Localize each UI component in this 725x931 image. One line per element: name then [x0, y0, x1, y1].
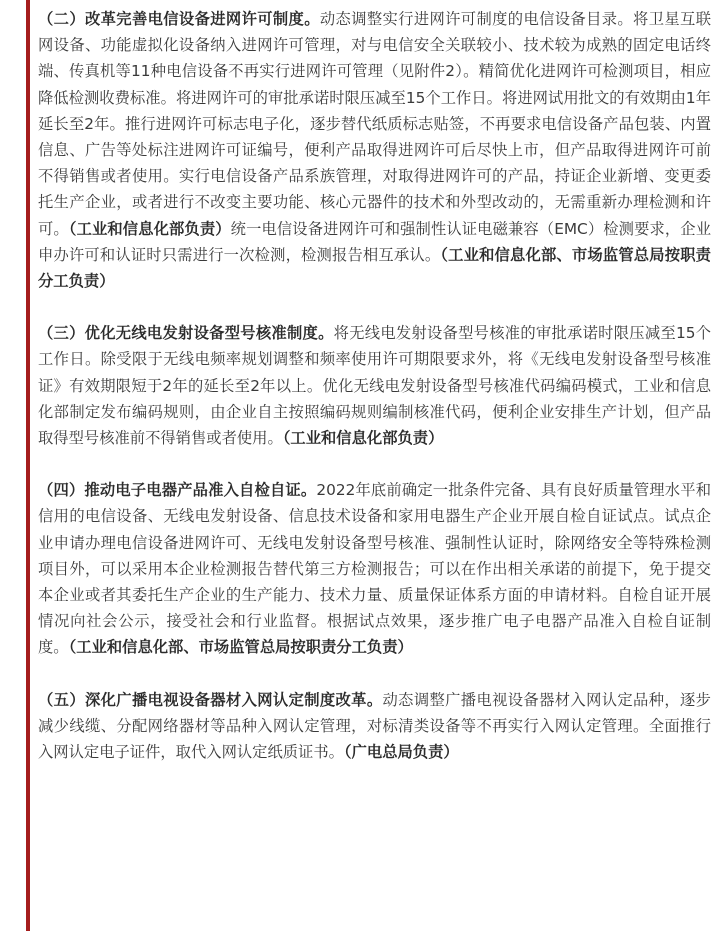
responsibility-note: （工业和信息化部负责）	[282, 429, 444, 448]
paragraph-radio-type-approval	[38, 320, 711, 451]
paragraph-heading: （二）改革完善电信设备进网许可制度。	[38, 10, 320, 28]
paragraph-broadcast-equipment	[38, 687, 711, 766]
body-text: 将无线电发射设备型号核准的审批承诺时限压减至15个工作日。除受限于无线电频率规划调整和频率使用许可期限要求外，将《无线电发射设备型号核准证》有效期限短于2年的延长至2年以上。优化无线电发射设备型号核准代码编码模式，工业和信息化部制定发布编码规则，由企业自主按照编码规则编制核准代码，便利企业安排生产计划，但产品取得型号核准前不得销售或者使用。	[38, 324, 711, 448]
responsibility-note: （广电总局负责）	[343, 743, 459, 762]
responsibility-note: （工业和信息化部负责）	[68, 219, 231, 238]
quote-accent-bar	[26, 0, 30, 931]
body-text: 2022年底前确定一批条件完备、具有良好质量管理水平和信用的电信设备、无线电发射设备、信息技术设备和家用电器生产企业开展自检自证试点。试点企业申请办理电信设备进网许可、无线电发射设备型号核准、强制性认证时，除网络安全等特殊检测项目外，可以采用本企业检测报告替代第三方检测报告；可以在作出相关承诺的前提下，免于提交本企业或者其委托生产企业的生产能力、技术力量、质量保证体系方面的申请材料。自检自证开展情况向社会公示，接受社会和行业监督。根据试点效果，逐步推广电子电器产品准入自检自证制度。	[38, 481, 711, 657]
article-body	[38, 6, 711, 765]
paragraph-heading: （三）优化无线电发射设备型号核准制度。	[38, 324, 334, 343]
paragraph-self-testing	[38, 477, 711, 660]
body-text: 统一电信设备进网许可和强制性认证电磁兼容（EMC）检测要求，企业申办许可和认证时只需进行一次检测，检测报告相互承认。	[38, 219, 711, 264]
paragraph-telecom-network-access	[38, 6, 711, 294]
paragraph-heading: （五）深化广播电视设备器材入网认定制度改革。	[38, 690, 383, 709]
responsibility-note: （工业和信息化部、市场监管总局按职责分工负责）	[68, 638, 413, 657]
body-text: 动态调整实行进网许可制度的电信设备目录。将卫星互联网设备、功能虚拟化设备纳入进网许可管理，对与电信安全关联较小、技术较为成熟的固定电话终端、传真机等11种电信设备不再实行进网许可管理（见附件2）。精简优化进网许可检测项目，相应降低检测收费标准。将进网许可的审批承诺时限压减至15个工作日。将进网试用批文的有效期由1年延长至2年。推行进网许可标志电子化，逐步替代纸质标志贴签，不再要求电信设备产品包装、内置信息、广告等处标注进网许可证编号，便利产品取得进网许可后尽快上市，但产品取得进网许可前不得销售或者使用。实行电信设备产品系族管理，对取得进网许可的产品，持证企业新增、变更委托生产企业，或者进行不改变主要功能、核心元器件的技术和外型改动的，无需重新办理检测和许可。	[38, 10, 711, 238]
responsibility-note: （工业和信息化部、市场监管总局按职责分工负责）	[38, 245, 711, 291]
paragraph-heading: （四）推动电子电器产品准入自检自证。	[38, 481, 317, 500]
body-text: 动态调整广播电视设备器材入网认定品种，逐步减少线缆、分配网络器材等品种入网认定管理，对标清类设备等不再实行入网认定管理。全面推行入网认定电子证件，取代入网认定纸质证书。	[38, 690, 711, 762]
